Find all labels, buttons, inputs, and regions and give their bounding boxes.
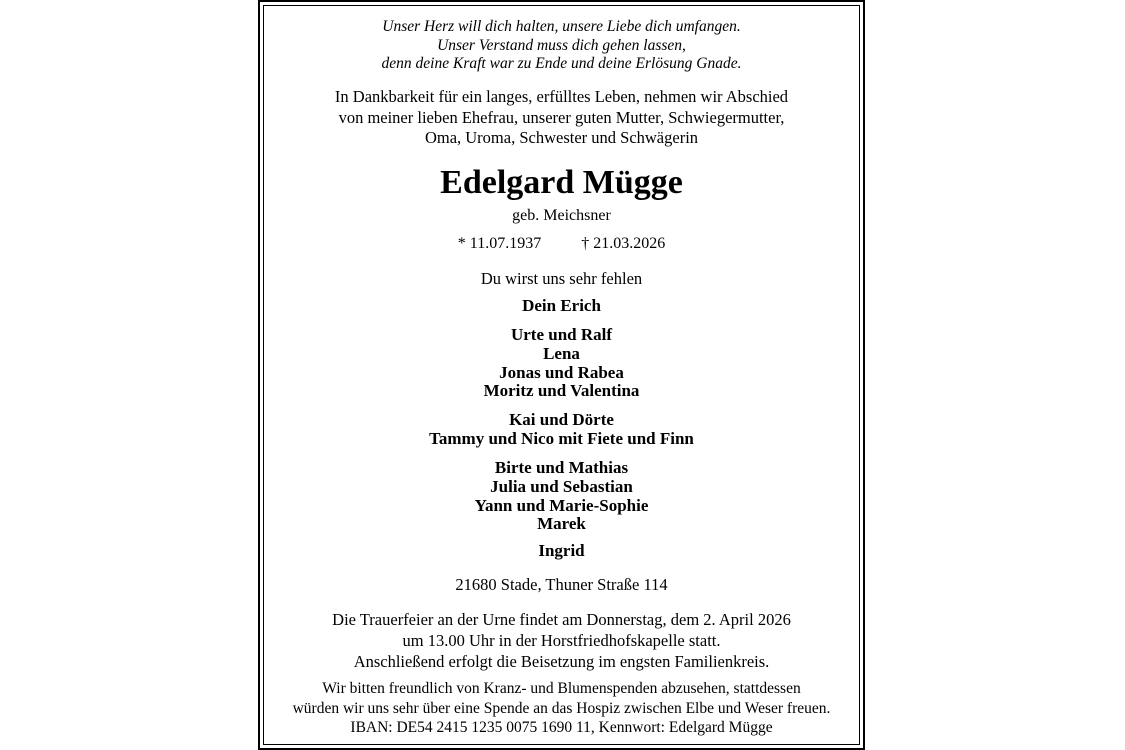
mourner-line: Marek <box>537 514 586 534</box>
mourner-line: Urte und Ralf <box>510 325 613 344</box>
birth-date: * 11.07.1937 <box>457 235 542 252</box>
motto-line: Unser Verstand muss dich gehen lassen, <box>437 36 686 54</box>
mourner-group-birte <box>260 459 863 534</box>
obituary-outer-border <box>258 0 865 750</box>
life-dates <box>260 234 863 254</box>
mourner-group-urte <box>260 326 863 401</box>
mourner-line: Kai und Dörte <box>509 410 614 429</box>
farewell-text: Du wirst uns sehr fehlen <box>480 269 643 288</box>
service-line: Anschließend erfolgt die Beisetzung im engsten Familienkreis. <box>353 652 770 671</box>
mourner-line: Julia und Sebastian <box>490 476 633 496</box>
mourner-group-husband <box>260 297 863 316</box>
mourner-line: Yann und Marie-Sophie <box>474 495 649 515</box>
motto-line: Unser Herz will dich halten, unsere Liebe dich umfangen. <box>382 18 741 35</box>
intro-line: Oma, Uroma, Schwester und Schwägerin <box>424 128 699 147</box>
mourner-line: Birte und Mathias <box>494 458 629 477</box>
mourner-line: Jonas und Rabea <box>499 362 624 382</box>
intro-line: In Dankbarkeit für ein langes, erfülltes Leben, nehmen wir Abschied <box>334 87 789 106</box>
mourner-line: Moritz und Valentina <box>483 381 640 401</box>
mourner-line: Tammy und Nico mit Fiete und Finn <box>429 428 694 448</box>
motto-line: denn deine Kraft war zu Ende und deine Erlösung Gnade. <box>381 55 742 72</box>
intro-line: von meiner lieben Ehefrau, unserer guten Mutter, Schwiegermutter, <box>338 107 785 127</box>
mourner-group-ingrid <box>260 542 863 561</box>
family-address: 21680 Stade, Thuner Straße 114 <box>455 575 668 594</box>
donation-line: Wir bitten freundlich von Kranz- und Blumenspenden abzusehen, stattdessen <box>322 680 801 697</box>
birth-name: geb. Meichsner <box>512 207 611 224</box>
motto-verse <box>260 18 863 74</box>
mourner-line: Ingrid <box>538 541 585 560</box>
deceased-name: Edelgard Mügge <box>440 164 683 201</box>
mourner-line: Lena <box>543 343 580 363</box>
service-line: um 13.00 Uhr in der Horstfriedhofskapelle statt. <box>402 631 721 650</box>
intro-text <box>260 87 863 149</box>
service-line: Die Trauerfeier an der Urne findet am Donnerstag, dem 2. April 2026 <box>332 610 791 629</box>
donation-request <box>260 679 863 738</box>
mourner-line: Dein Erich <box>522 296 601 315</box>
donation-line: IBAN: DE54 2415 1235 0075 1690 11, Kennwort: Edelgard Mügge <box>350 719 773 736</box>
obituary-content <box>260 2 863 748</box>
donation-line: würden wir uns sehr über eine Spende an das Hospiz zwischen Elbe und Weser freuen. <box>292 699 831 717</box>
death-date: † 21.03.2026 <box>581 235 666 252</box>
mourner-group-kai <box>260 411 863 449</box>
funeral-service-info <box>260 609 863 672</box>
